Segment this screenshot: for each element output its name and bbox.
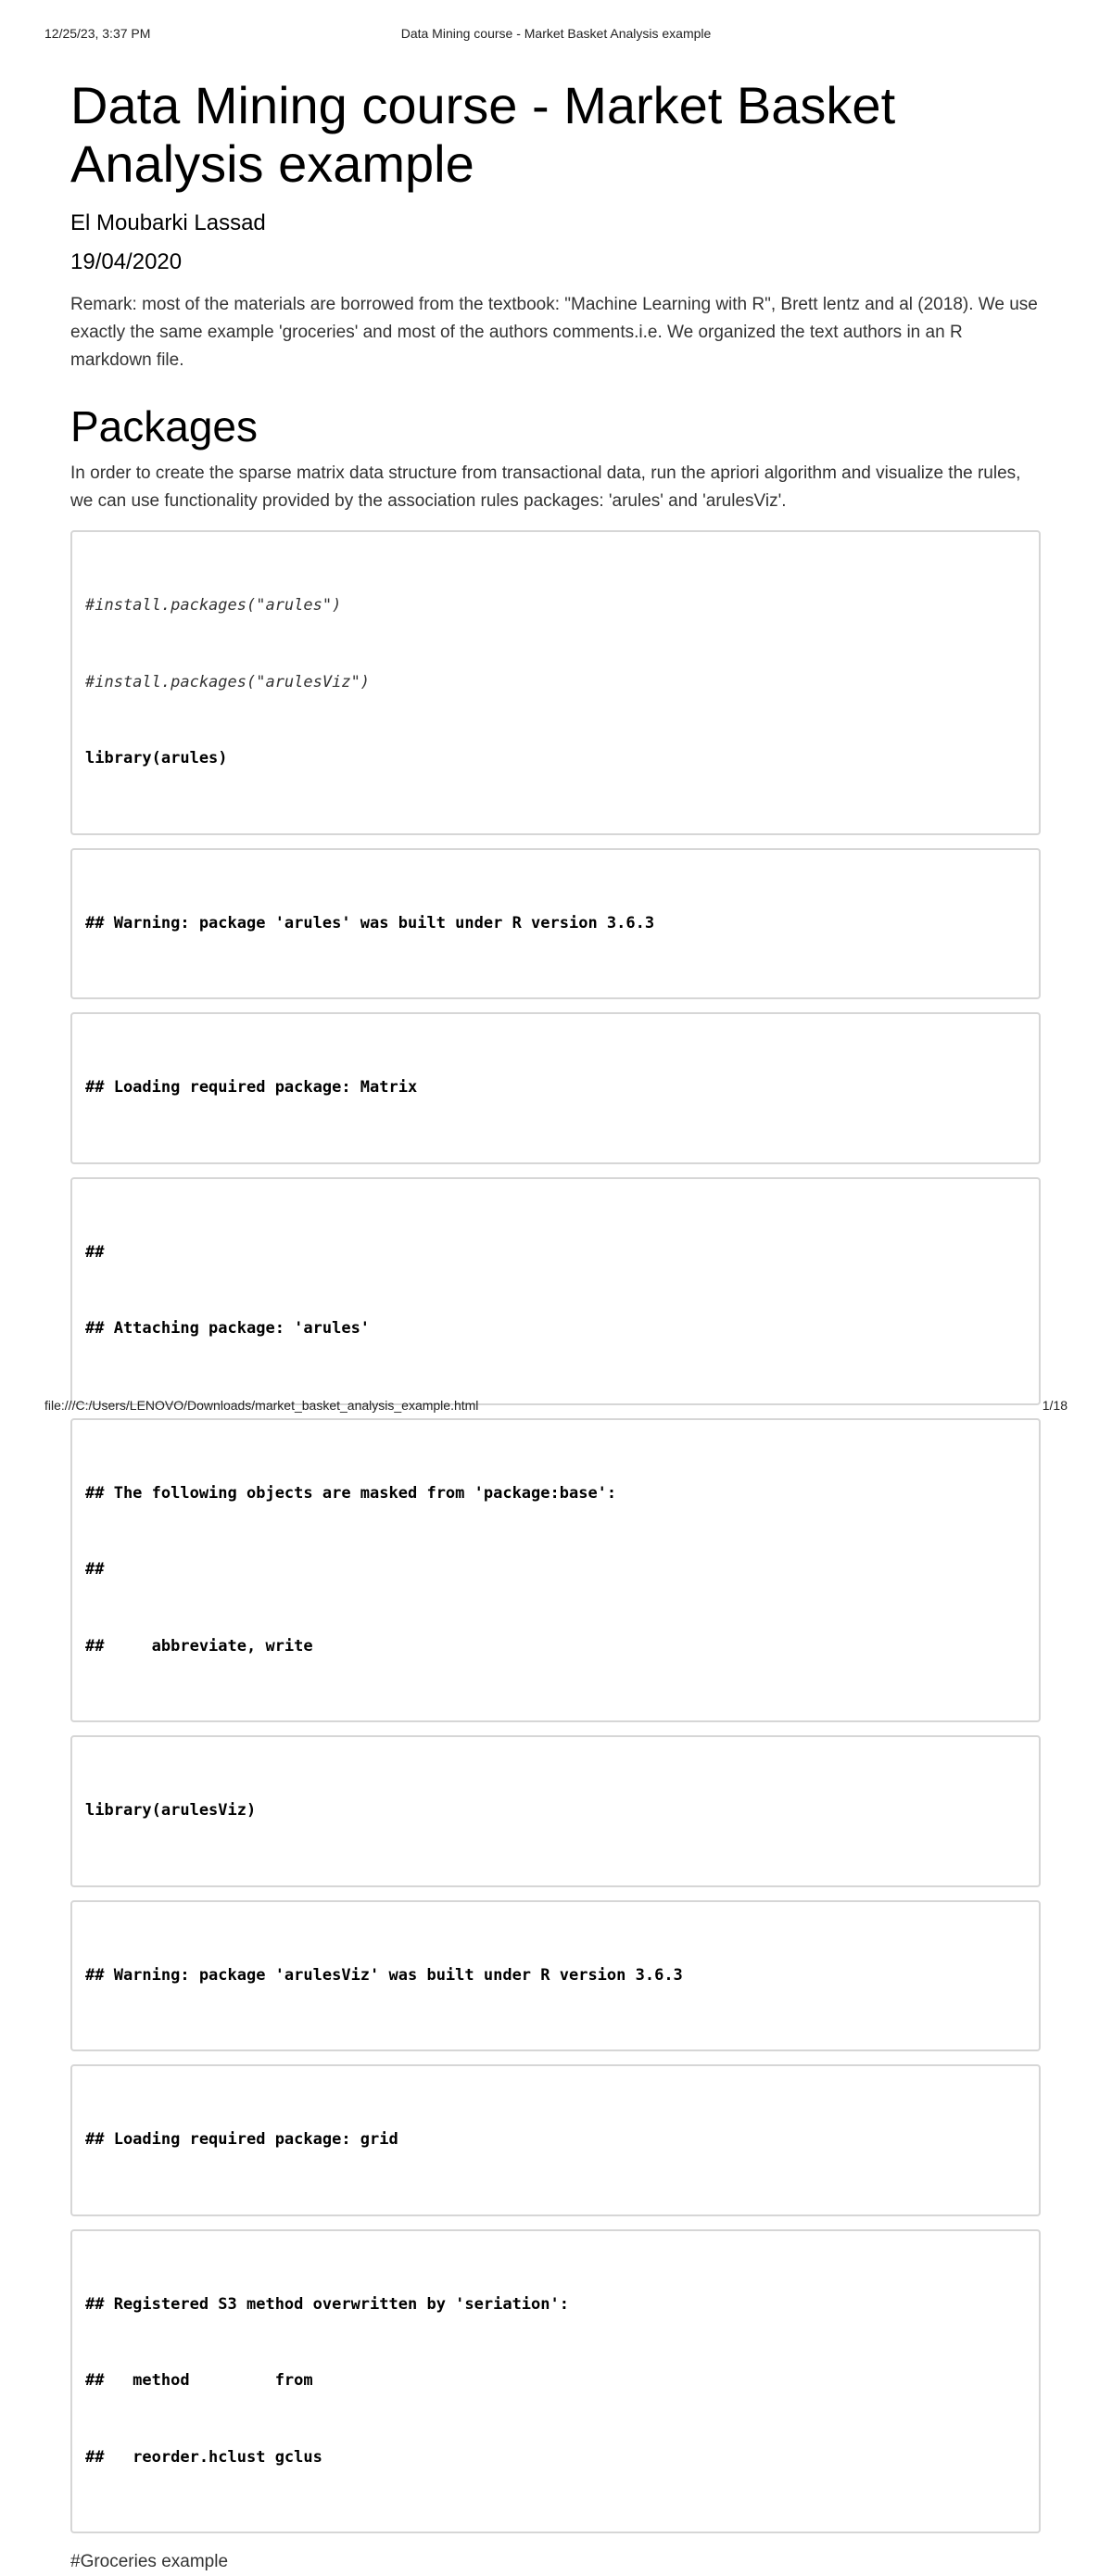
output-line: ## Warning: package 'arules' was built under R version 3.6.3	[85, 913, 655, 933]
document-content	[70, 76, 1041, 2576]
remark-paragraph: Remark: most of the materials are borrowed from the textbook: "Machine Learning with R", Brett lentz and al (2018). We use exactly the same example 'groceries' and most of the authors comments.i.e. We organized the text authors in an R markdown file.	[70, 295, 1038, 370]
groceries-heading-text: #Groceries example	[70, 2552, 229, 2571]
output-block-s3-method	[70, 2229, 1041, 2534]
code-block-library-arulesviz	[70, 1735, 1041, 1887]
output-line: ## abbreviate, write	[85, 1636, 313, 1656]
output-line: ## Loading required package: Matrix	[85, 1078, 418, 1097]
output-block-arules-warning	[70, 848, 1041, 1000]
output-line: ## method from	[85, 2371, 322, 2390]
print-footer-page-number: 1/18	[1042, 1398, 1068, 1413]
print-footer-url: file:///C:/Users/LENOVO/Downloads/market_basket_analysis_example.html	[44, 1398, 479, 1413]
output-line: ## Loading required package: grid	[85, 2130, 398, 2149]
output-block-masked-objects	[70, 1418, 1041, 1723]
code-line: library(arules)	[85, 749, 228, 768]
output-line: ##	[85, 1560, 105, 1579]
output-block-loading-grid	[70, 2064, 1041, 2216]
output-line: ## The following objects are masked from 'package:base':	[85, 1483, 617, 1503]
output-line: ## reorder.hclust gclus	[85, 2447, 322, 2467]
code-block-install	[70, 530, 1041, 835]
packages-intro: In order to create the sparse matrix data structure from transactional data, run the apriori algorithm and visualize the rules, we can use functionality provided by the association rules packages: 'arules' and 'arulesViz'.	[70, 463, 1021, 511]
output-line: ## Registered S3 method overwritten by 'seriation':	[85, 2294, 569, 2314]
code-line: #install.packages("arulesViz")	[85, 672, 371, 692]
output-block-attaching-arules	[70, 1177, 1041, 1405]
print-header-datetime: 12/25/23, 3:37 PM	[44, 26, 151, 41]
packages-heading: Packages	[70, 402, 259, 450]
code-line: library(arulesViz)	[85, 1801, 257, 1820]
output-line: ##	[85, 1242, 105, 1262]
document-title: Data Mining course - Market Basket Analysis example	[70, 76, 896, 193]
output-block-loading-matrix	[70, 1012, 1041, 1164]
document-author: El Moubarki Lassad	[70, 210, 266, 235]
output-line: ## Warning: package 'arulesViz' was built under R version 3.6.3	[85, 1965, 683, 1985]
print-header	[44, 26, 1068, 44]
print-footer	[44, 1398, 1068, 1416]
code-line: #install.packages("arules")	[85, 596, 342, 615]
print-header-title: Data Mining course - Market Basket Analysis example	[400, 26, 712, 41]
document-date: 19/04/2020	[70, 249, 183, 274]
output-line: ## Attaching package: 'arules'	[85, 1319, 371, 1338]
output-block-arulesviz-warning	[70, 1900, 1041, 2052]
